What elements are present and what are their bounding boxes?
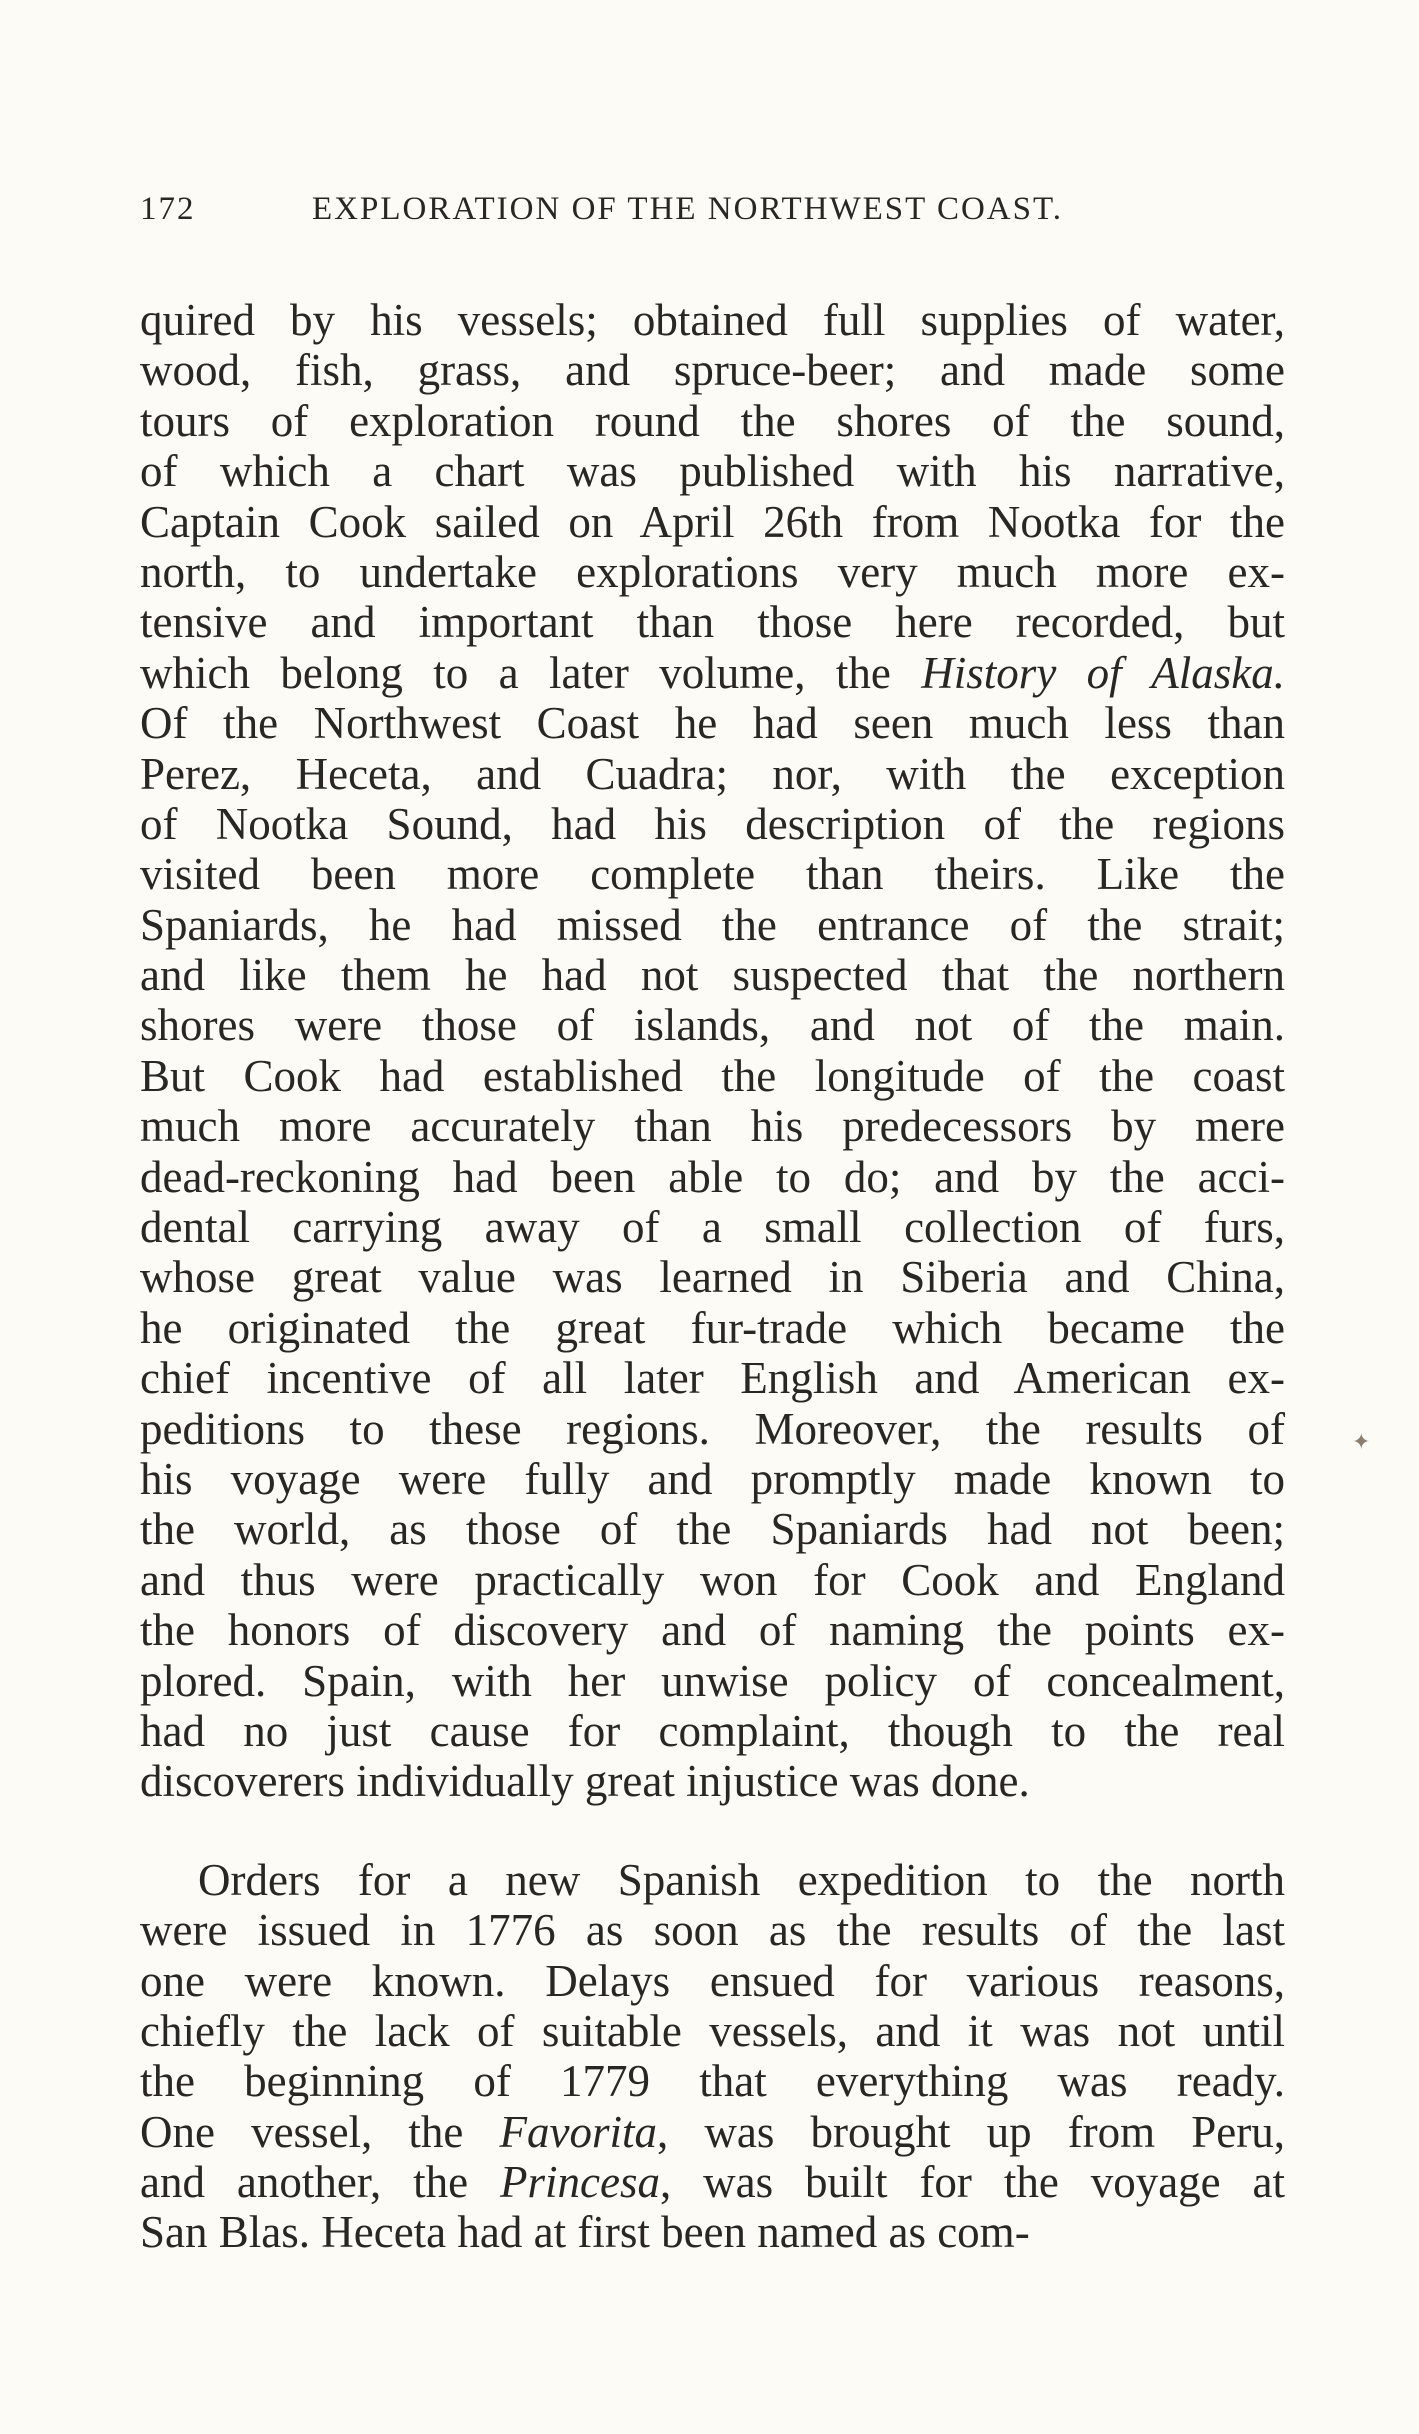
text-line: quired by his vessels; obtained full supplies of water,: [140, 295, 1285, 345]
text-line: Spaniards, he had missed the entrance of the strait;: [140, 899, 1285, 950]
italic-book-title: History of Alaska.: [921, 647, 1285, 698]
text-line: visited been more complete than theirs. Like the: [140, 849, 1285, 900]
text-line: he originated the great fur-trade which became the: [140, 1302, 1285, 1353]
text-line: chiefly the lack of suitable vessels, and it was not until: [140, 2005, 1285, 2056]
text-line-with-ship: [140, 2157, 1285, 2207]
text-line: whose great value was learned in Siberia and China,: [140, 1252, 1285, 1303]
text-line: one were known. Delays ensued for various reasons,: [140, 1955, 1285, 2006]
text-line: shores were those of islands, and not of the main.: [140, 1000, 1285, 1051]
paragraph-2: [140, 1855, 1285, 2258]
ship-name-princesa: Princesa: [500, 2157, 661, 2208]
text-line: Captain Cook sailed on April 26th from Nootka for the: [140, 496, 1285, 547]
text-line-with-title: [140, 648, 1285, 698]
line-text: and another, the: [140, 2157, 469, 2208]
text-line: San Blas. Heceta had at first been named as com-: [140, 2207, 1030, 2258]
text-line: dead-reckoning had been able to do; and by the acci-: [140, 1151, 1285, 1202]
text-line: had no just cause for complaint, though to the real: [140, 1705, 1285, 1756]
text-line: plored. Spain, with her unwise policy of concealment,: [140, 1655, 1285, 1706]
text-line: of which a chart was published with his narrative,: [140, 446, 1285, 497]
text-line: the beginning of 1779 that everything was ready.: [140, 2056, 1285, 2107]
running-head: [140, 185, 1285, 245]
text-line: north, to undertake explorations very much more ex-: [140, 546, 1285, 597]
page-number: 172: [140, 191, 196, 227]
ship-name-favorita: Favorita: [499, 2106, 658, 2157]
text-line: the world, as those of the Spaniards had not been;: [140, 1504, 1285, 1555]
text-line: Perez, Heceta, and Cuadra; nor, with the exception: [140, 748, 1285, 799]
text-line: peditions to these regions. Moreover, the results of: [140, 1403, 1285, 1454]
line-text: , was brought up from Peru,: [657, 2106, 1286, 2157]
text-line: dental carrying away of a small collection of furs,: [140, 1202, 1285, 1253]
text-line: were issued in 1776 as soon as the results of the last: [140, 1905, 1285, 1956]
text-line: chief incentive of all later English and American ex-: [140, 1353, 1285, 1404]
text-line: and like them he had not suspected that the northern: [140, 950, 1285, 1001]
text-line: much more accurately than his predecessors by mere: [140, 1101, 1285, 1152]
text-line-with-ship: [140, 2107, 1285, 2157]
text-line: of Nootka Sound, had his description of the regions: [140, 798, 1285, 849]
paragraph-1: [140, 295, 1285, 1807]
text-line: Of the Northwest Coast he had seen much less than: [140, 698, 1285, 749]
text-line: and thus were practically won for Cook and England: [140, 1554, 1285, 1605]
line-text: which belong to a later volume, the: [140, 647, 891, 698]
line-text: One vessel, the: [140, 2106, 464, 2157]
line-text: , was built for the voyage at: [660, 2157, 1286, 2208]
text-line: tours of exploration round the shores of the sound,: [140, 395, 1285, 446]
body-text: [140, 295, 1285, 2258]
text-line: his voyage were fully and promptly made known to: [140, 1453, 1285, 1504]
text-line: wood, fish, grass, and spruce-beer; and made some: [140, 345, 1285, 396]
text-line: Orders for a new Spanish expedition to the north: [198, 1854, 1285, 1905]
book-page: [140, 185, 1285, 2258]
text-line: tensive and important than those here recorded, but: [140, 597, 1285, 648]
text-line: But Cook had established the longitude of the coast: [140, 1050, 1285, 1101]
text-line: discoverers individually great injustice was done.: [140, 1756, 1030, 1807]
text-line: the honors of discovery and of naming the points ex-: [140, 1605, 1285, 1656]
running-title: EXPLORATION OF THE NORTHWEST COAST.: [312, 191, 1063, 227]
ink-speck-mark: ✦: [1352, 1430, 1371, 1455]
